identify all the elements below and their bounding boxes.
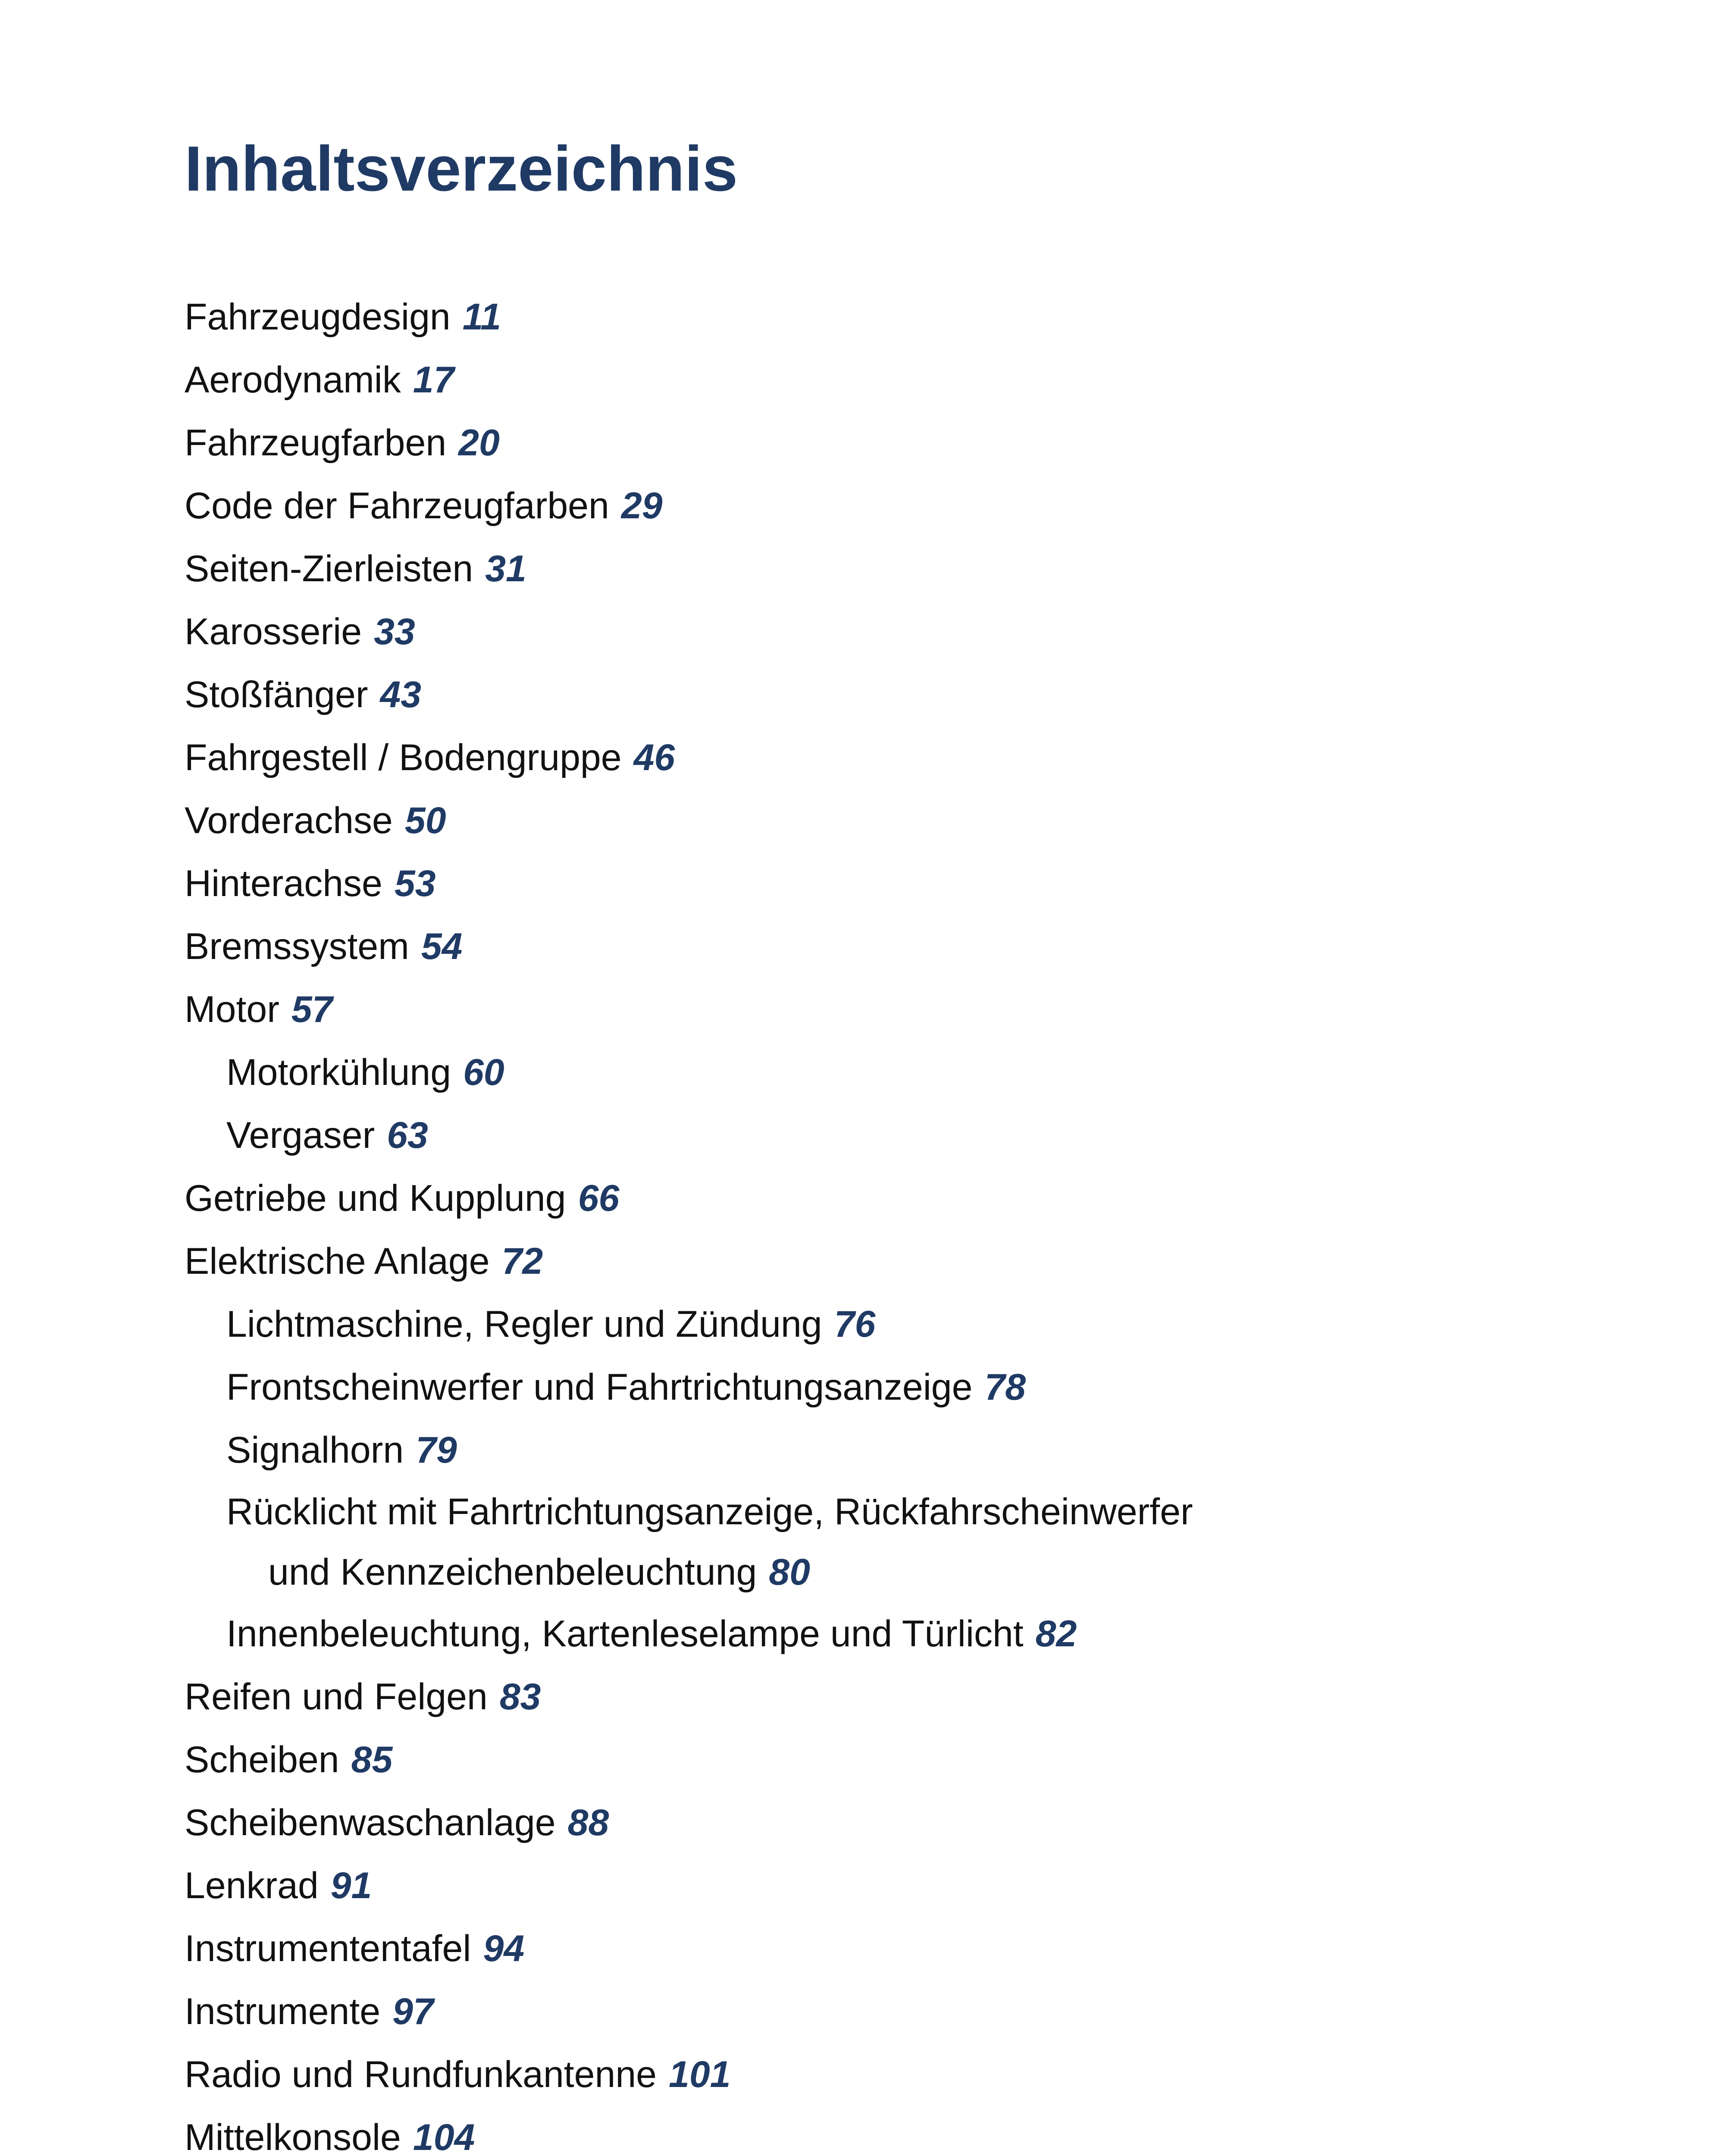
toc-page-number: 83 [499,1676,541,1717]
page-title: Inhaltsverzeichnis [185,133,738,204]
toc-page-number: 60 [463,1052,504,1093]
toc-page-number: 101 [669,2054,731,2095]
toc-page-number: 29 [621,485,663,526]
toc-entry-label: Fahrzeugfarben [185,422,447,464]
toc-page-number: 57 [291,989,333,1030]
toc-entry-label: Reifen und Felgen [185,1676,488,1717]
toc-entry-lenkrad[interactable] [185,1854,1564,1917]
toc-entry-label: Stoßfänger [185,674,368,715]
toc-entry-label: Code der Fahrzeugfarben [185,485,609,526]
toc-entry-bremssystem[interactable] [185,915,1564,978]
toc-page-number: 91 [330,1865,372,1906]
toc-entry-vergaser[interactable] [185,1104,1564,1167]
toc-entry-code-der-fahrzeugfarben[interactable] [185,474,1564,537]
toc-entry-reifen-und-felgen[interactable] [185,1665,1564,1728]
toc-entry-label: Bremssystem [185,926,409,967]
toc-page-number: 80 [769,1551,810,1593]
toc-entry-motorkuehlung[interactable] [185,1041,1564,1104]
toc-entry-label: Scheibenwaschanlage [185,1802,556,1843]
toc-entry-label: Motorkühlung [226,1052,451,1093]
toc-entry-label: Fahrzeugdesign [185,296,451,338]
toc-entry-label: Lichtmaschine, Regler und Zündung [226,1304,822,1345]
table-of-contents [185,285,1564,2156]
toc-entry-innenbeleuchtung[interactable] [185,1602,1564,1665]
toc-entry-label: Vergaser [226,1115,375,1156]
toc-page-number: 66 [578,1178,620,1219]
toc-page-number: 104 [413,2117,475,2156]
toc-entry-frontscheinwerfer[interactable] [185,1356,1564,1419]
toc-entry-label: Instrumententafel [185,1928,471,1969]
toc-page-number: 78 [984,1366,1026,1408]
toc-entry-label: Getriebe und Kupplung [185,1178,566,1219]
toc-entry-stossfaenger[interactable] [185,663,1564,726]
toc-page-number: 76 [834,1304,876,1345]
toc-entry-signalhorn[interactable] [185,1419,1564,1482]
toc-page-number: 33 [374,611,415,652]
toc-page-number: 54 [421,926,463,967]
toc-page-number: 94 [483,1928,525,1969]
toc-entry-label: Radio und Rundfunkantenne [185,2054,657,2095]
toc-page-number: 46 [633,737,675,778]
toc-page-number: 17 [413,359,454,401]
toc-entry-motor[interactable] [185,978,1564,1041]
toc-entry-seiten-zierleisten[interactable] [185,537,1564,600]
toc-entry-label: Lenkrad [185,1865,319,1906]
toc-entry-getriebe-und-kupplung[interactable] [185,1167,1564,1230]
toc-page-number: 53 [394,863,436,904]
toc-page-number: 72 [501,1241,543,1282]
toc-page-number: 85 [351,1739,393,1780]
toc-page-number: 97 [392,1991,434,2032]
toc-entry-elektrische-anlage[interactable] [185,1230,1564,1293]
toc-entry-label: Hinterachse [185,863,382,904]
toc-entry-label: Rücklicht mit Fahrtrichtungsanzeige, Rückfahrscheinwerfer [226,1491,1193,1532]
toc-page-number: 79 [416,1429,457,1471]
toc-page-number: 20 [458,422,500,464]
toc-entry-instrumententafel[interactable] [185,1917,1564,1980]
toc-entry-fahrzeugdesign[interactable] [185,285,1564,348]
toc-entry-label: Fahrgestell / Bodengruppe [185,737,622,778]
toc-entry-mittelkonsole[interactable] [185,2106,1564,2156]
toc-entry-instrumente[interactable] [185,1980,1564,2043]
toc-entry-label: Vorderachse [185,800,393,841]
toc-entry-radio-und-rundfunkantenne[interactable] [185,2043,1564,2106]
toc-page-number: 63 [387,1115,428,1156]
toc-entry-fahrzeugfarben[interactable] [185,411,1564,474]
toc-entry-label: Karosserie [185,611,362,652]
toc-page-number: 31 [485,548,526,589]
toc-entry-hinterachse[interactable] [185,852,1564,915]
toc-entry-label: Motor [185,989,279,1030]
toc-entry-label: Frontscheinwerfer und Fahrtrichtungsanzeige [226,1366,973,1408]
toc-entry-fahrgestell-bodengruppe[interactable] [185,726,1564,789]
toc-entry-label: Elektrische Anlage [185,1241,490,1282]
toc-entry-ruecklicht[interactable] [185,1482,1564,1602]
toc-entry-label: Seiten-Zierleisten [185,548,473,589]
toc-entry-label: Aerodynamik [185,359,401,401]
toc-entry-aerodynamik[interactable] [185,348,1564,411]
toc-page-number: 88 [567,1802,609,1843]
toc-entry-scheiben[interactable] [185,1728,1564,1791]
toc-entry-scheibenwaschanlage[interactable] [185,1791,1564,1854]
toc-page-number: 82 [1035,1613,1077,1655]
toc-entry-label: Mittelkonsole [185,2117,401,2156]
toc-entry-lichtmaschine[interactable] [185,1293,1564,1356]
toc-entry-karosserie[interactable] [185,600,1564,663]
toc-entry-vorderachse[interactable] [185,789,1564,852]
toc-entry-label: Innenbeleuchtung, Kartenleselampe und Türlicht [226,1613,1024,1655]
toc-entry-label-continuation: und Kennzeichenbeleuchtung [268,1551,757,1593]
toc-page-number: 50 [404,800,446,841]
toc-page-number: 43 [380,674,422,715]
toc-entry-label: Signalhorn [226,1429,404,1471]
toc-entry-label: Instrumente [185,1991,381,2032]
toc-page-number: 11 [462,296,501,338]
toc-entry-label: Scheiben [185,1739,339,1780]
